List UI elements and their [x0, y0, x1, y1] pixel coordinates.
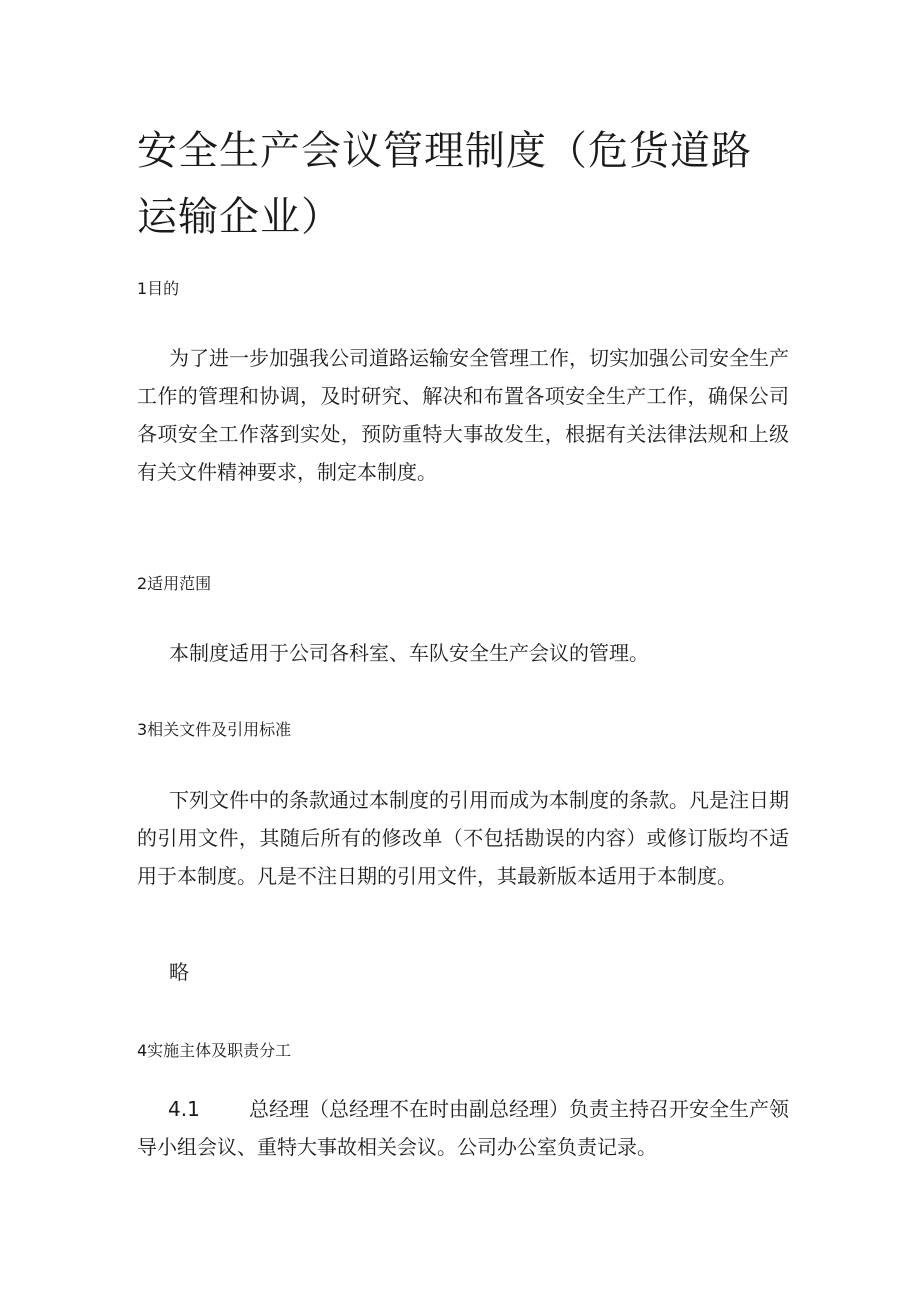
section-paragraph-purpose: 为了进一步加强我公司道路运输安全管理工作，切实加强公司安全生产工作的管理和协调，及时研究、解决和布置各项安全生产工作，确保公司各项安全工作落到实处，预防重特大事故发生，根据有关法律法规和上级有关文件精神要求，制定本制度。 — [137, 346, 789, 484]
section-heading-purpose: 1目的 — [137, 279, 180, 298]
document-title: 安全生产会议管理制度（危货道路运输企业） — [137, 128, 752, 240]
section-paragraph-references: 下列文件中的条款通过本制度的引用而成为本制度的条款。凡是注日期的引用文件，其随后所有的修改单（不包括勘误的内容）或修订版均不适用于本制度。凡是不注日期的引用文件，其最新版本适用于本制度。 — [137, 788, 789, 888]
section-heading-scope: 2适用范围 — [137, 574, 212, 593]
section-heading-references: 3相关文件及引用标准 — [137, 720, 292, 739]
item-number: 4.1 — [168, 1097, 200, 1121]
item-text: 总经理（总经理不在时由副总经理）负责主持召开安全生产领导小组会议、重特大事故相关会议。公司办公室负责记录。 — [137, 1097, 789, 1159]
section-heading-responsibilities: 4实施主体及职责分工 — [137, 1041, 292, 1060]
section-paragraph-scope: 本制度适用于公司各科室、车队安全生产会议的管理。 — [169, 641, 649, 665]
section-note-references: 略 — [169, 960, 189, 984]
